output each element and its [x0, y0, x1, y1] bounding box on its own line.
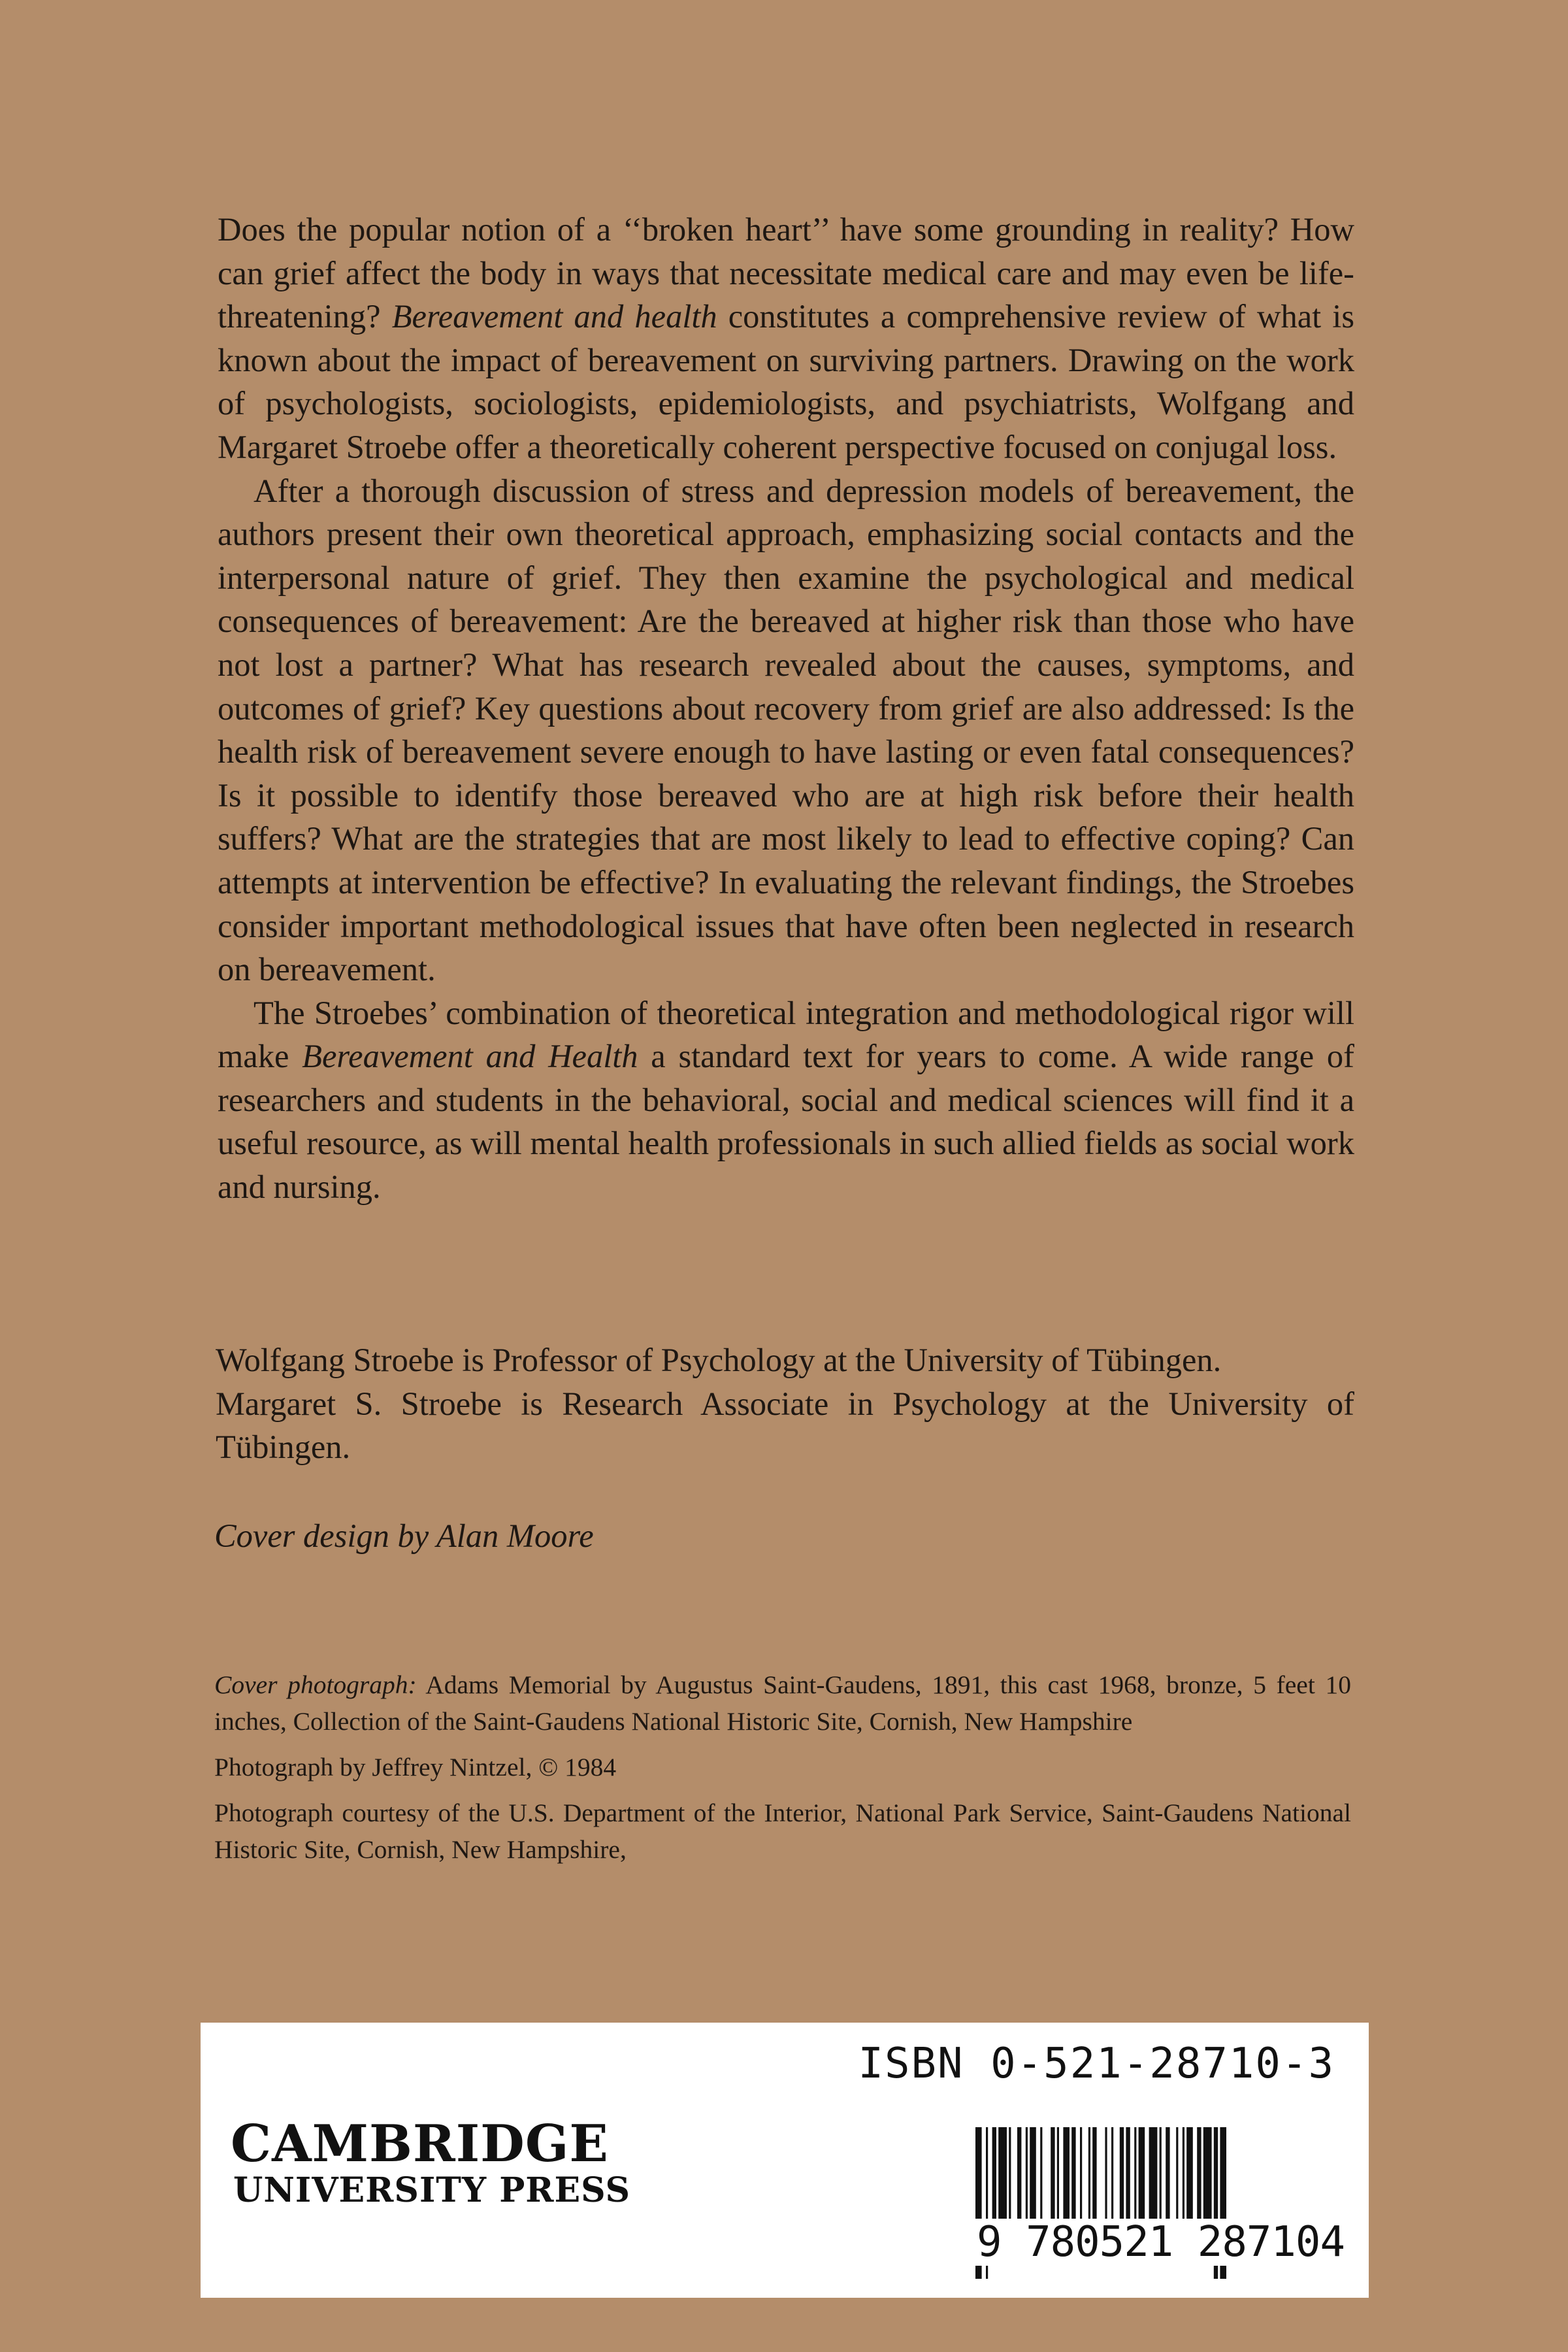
cover-photograph-credit: [214, 1666, 1351, 1740]
cover-design-credit: Cover design by Alan Moore: [214, 1517, 594, 1554]
cover-photograph-text: Adams Memorial by Augustus Saint-Gaudens, 1891, this cast 1968, bronze, 5 feet 10 inches, Collection of the Saint-Gaudens National Historic Site, Cornish, New Hampshire: [214, 1670, 1351, 1736]
publisher-logo: [231, 2114, 636, 2210]
authors-bio: [216, 1338, 1354, 1469]
book-title-lowercase: Bereavement and health: [391, 298, 717, 335]
publisher-subtitle: UNIVERSITY PRESS: [233, 2170, 631, 2210]
photographer-credit: Photograph by Jeffrey Nintzel, © 1984: [214, 1753, 617, 1781]
description-paragraph-1-end: constitutes a comprehensive review of what is known about the impact of bereavement on surviving partners. Drawing on the work of psychologists, sociologists, epidemiologists, and psychiatrists, Wolfgang and Margaret Stroebe offer a theoretically coherent perspective focused on conjugal loss.: [218, 298, 1354, 465]
description-paragraph-1-start: Does the popular notion of a ‘‘broken heart’’ have some grounding in reality? How can grief affect the body in ways that necessitate medical care and may even be life-threatening?: [218, 211, 1354, 335]
photo-credits: [214, 1666, 1351, 1877]
book-title: Bereavement and Health: [302, 1038, 638, 1075]
description-paragraph-3-end: a standard text for years to come. A wide range of researchers and students in the behavioral, social and medical sciences will find it a useful resource, as will mental health professionals in such allied fields as social work and nursing.: [218, 1038, 1354, 1206]
cover-photograph-label: Cover photograph:: [214, 1670, 417, 1699]
photograph-courtesy: Photograph courtesy of the U.S. Department of the Interior, National Park Service, Saint-Gaudens National Historic Site, Cornish, New Hampshire,: [214, 1798, 1351, 1864]
imprint-box: [201, 2023, 1369, 2298]
isbn-label: ISBN 0-521-28710-3: [858, 2040, 1335, 2088]
barcode-number: 9 780521 287104: [977, 2218, 1345, 2266]
description-text: [218, 208, 1354, 1209]
description-paragraph-3: [218, 991, 1354, 1209]
description-paragraph-3-start: The Stroebes’ combination of theoretical integration and methodological rigor will make: [218, 994, 1354, 1075]
author-bio-wolfgang: Wolfgang Stroebe is Professor of Psychology at the University of Tübingen.: [216, 1342, 1222, 1378]
author-bio-margaret: Margaret S. Stroebe is Research Associate in Psychology at the University of Tübingen.: [216, 1385, 1354, 1466]
description-paragraph-1: [218, 208, 1354, 469]
description-paragraph-2: After a thorough discussion of stress and depression models of bereavement, the authors present their own theoretical approach, emphasizing social contacts and the interpersonal nature of grief. They then examine the psychological and medical consequences of bereavement: Are the bereaved at higher risk than those who have not lost a partner? What has research revealed about the causes, symptoms, and outcomes of grief? Key questions about recovery from grief are also addressed: Is the health risk of bereavement severe enough to have lasting or even fatal consequences? Is it possible to identify those bereaved who are at high risk before their health suffers? What are the strategies that are most likely to lead to effective coping? Can attempts at intervention be effective? In evaluating the relevant findings, the Stroebes consider important methodological issues that have often been neglected in research on bereavement.: [218, 472, 1354, 988]
publisher-name: CAMBRIDGE: [231, 2114, 609, 2174]
